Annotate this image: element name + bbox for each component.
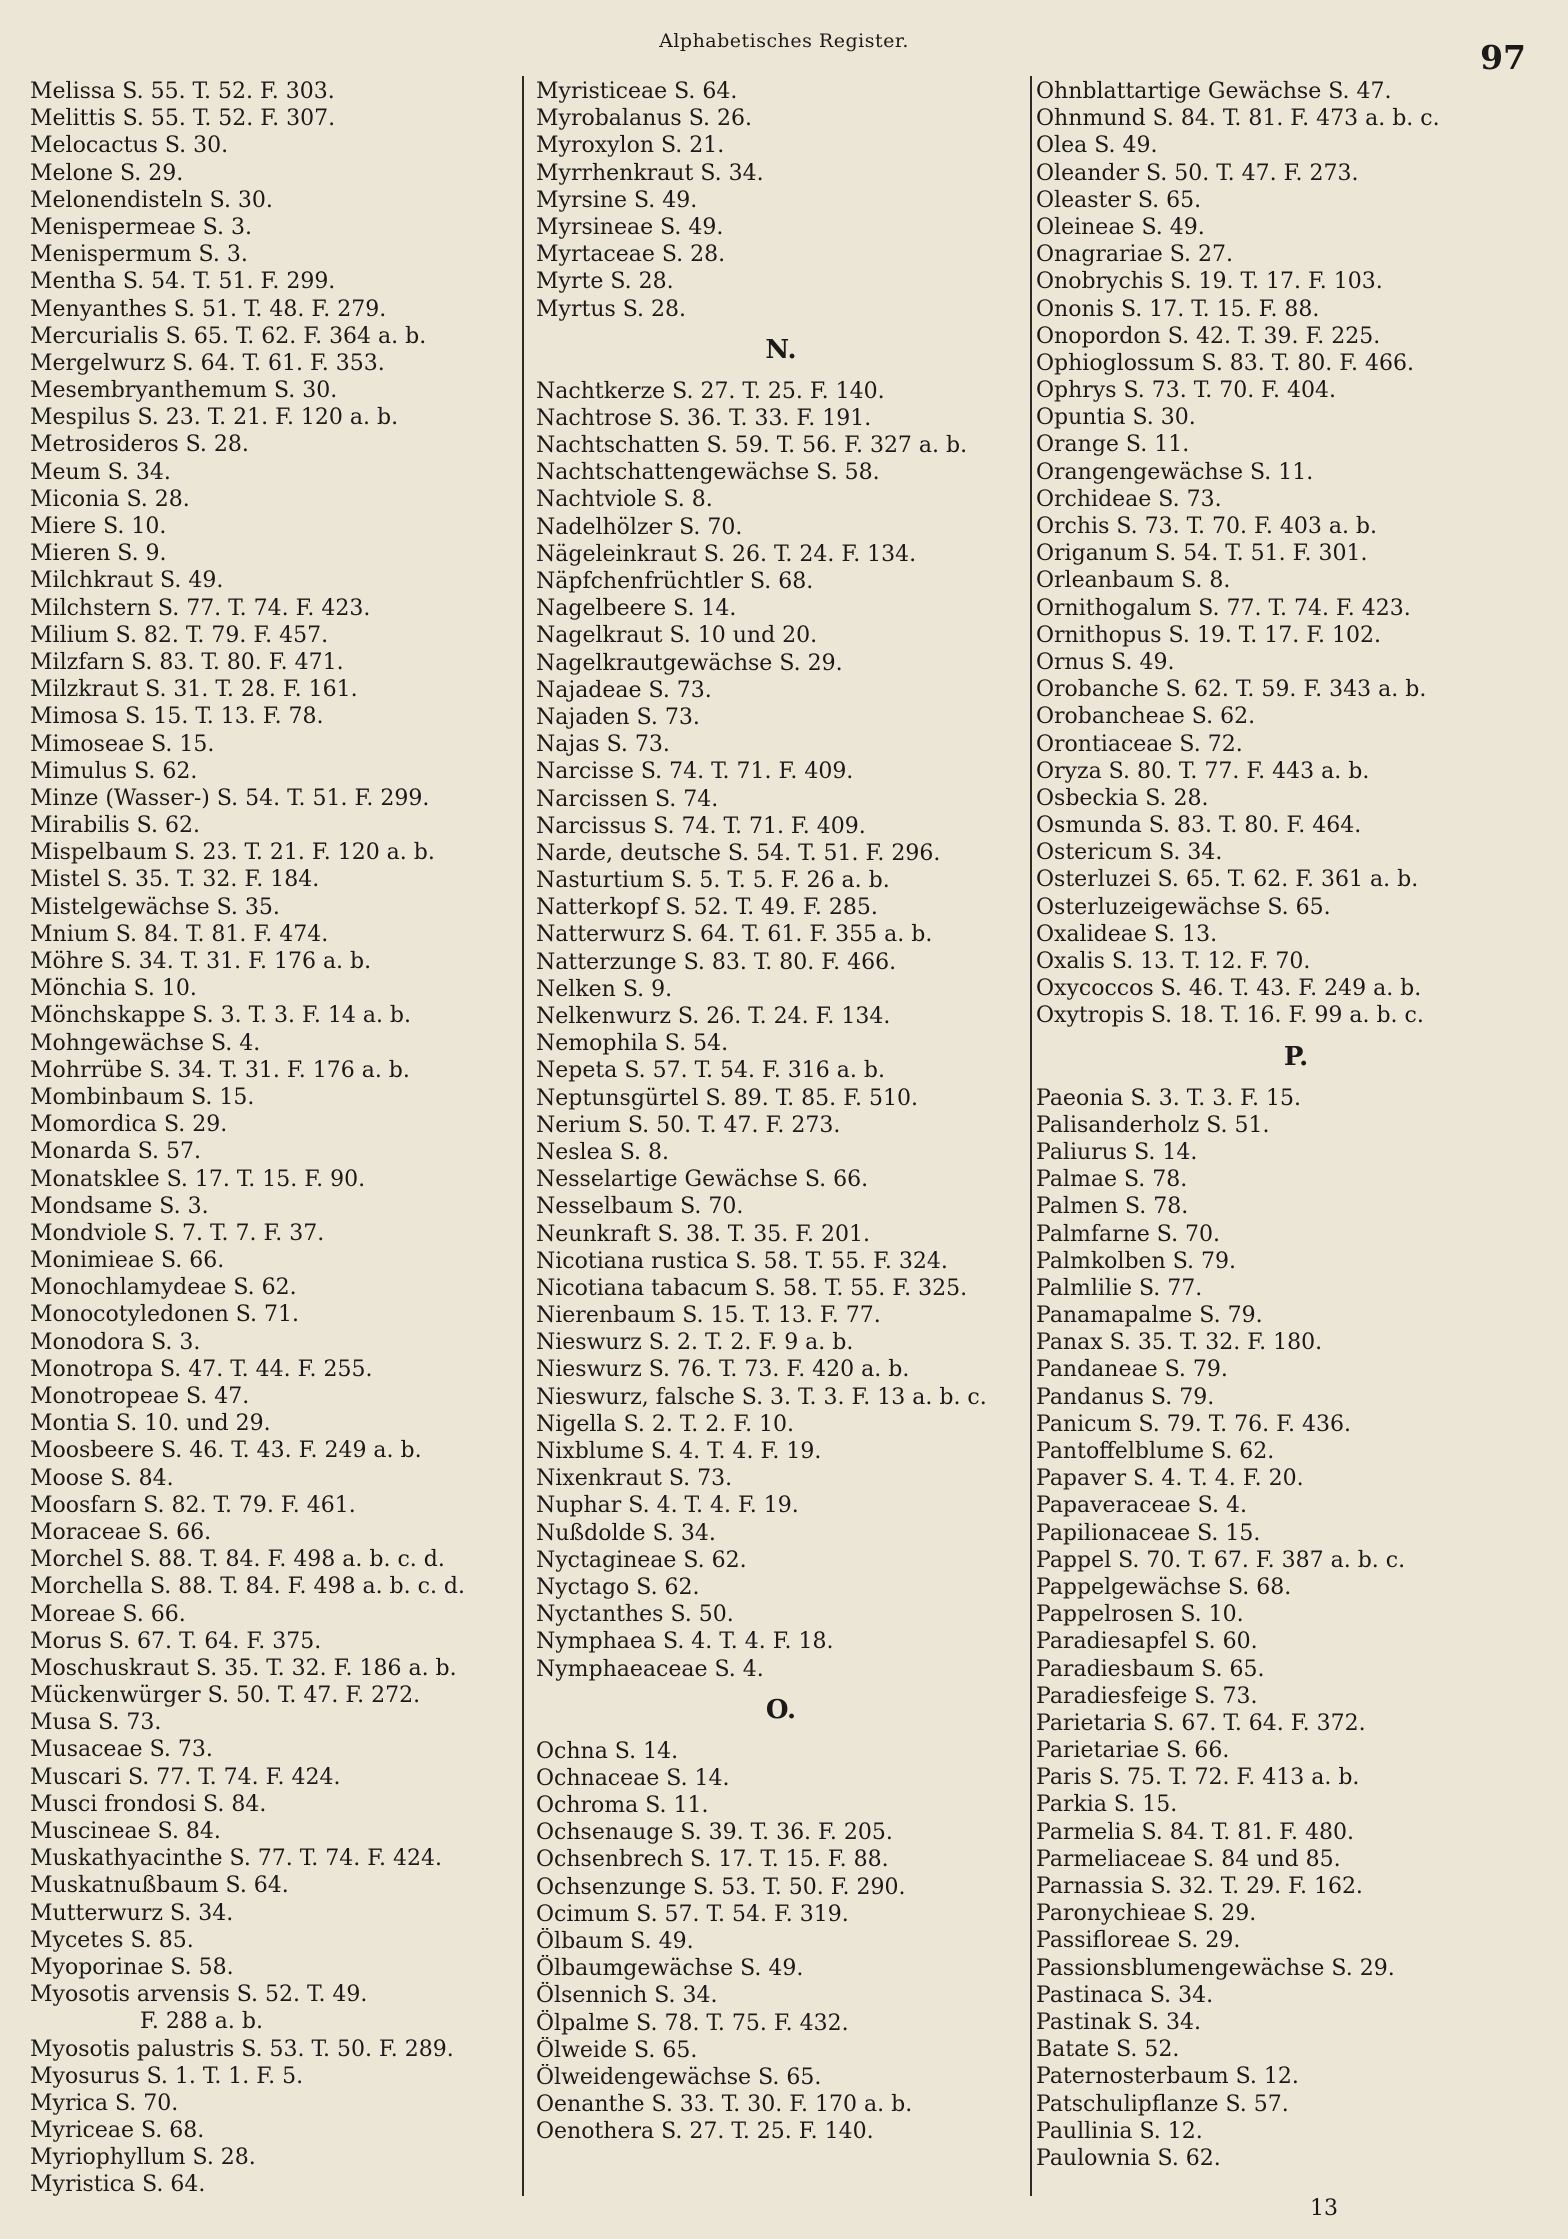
index-entry: Musa S. 73. [30,1710,162,1736]
index-entry: Nadelhölzer S. 70. [536,514,743,540]
index-entry: Myriceae S. 68. [30,2118,205,2144]
index-entry: Najaden S. 73. [536,704,700,730]
index-entry: Mirabilis S. 62. [30,813,200,839]
index-entry: Onobrychis S. 19. T. 17. F. 103. [1036,269,1383,295]
index-column-2 [536,78,1026,2146]
index-entry: Meum S. 34. [30,459,171,485]
index-entry: Palmkolben S. 79. [1036,1248,1236,1274]
index-entry: Ölweide S. 65. [536,2037,698,2063]
index-entry: Myrica S. 70. [30,2090,179,2116]
index-entry: Mispelbaum S. 23. T. 21. F. 120 a. b. [30,840,435,866]
index-entry: Myosotis palustris S. 53. T. 50. F. 289. [30,2036,454,2062]
index-entry: Palmfarne S. 70. [1036,1221,1221,1247]
index-entry: Natterwurz S. 64. T. 61. F. 355 a. b. [536,922,933,948]
index-entry: Parietaria S. 67. T. 64. F. 372. [1036,1710,1366,1736]
index-entry: Palmlilie S. 77. [1036,1275,1203,1301]
index-entry: Oleaster S. 65. [1036,187,1202,213]
index-entry: Myriophyllum S. 28. [30,2145,256,2171]
index-entry: Pastinaca S. 34. [1036,1982,1214,2008]
index-entry: Morus S. 67. T. 64. F. 375. [30,1628,322,1654]
index-entry: Papaver S. 4. T. 4. F. 20. [1036,1466,1304,1492]
index-entry: Monotropa S. 47. T. 44. F. 255. [30,1356,373,1382]
index-entry: Pappel S. 70. T. 67. F. 387 a. b. c. [1036,1547,1406,1573]
index-entry: Ornus S. 49. [1036,649,1175,675]
index-entry: Myosotis arvensis S. 52. T. 49. [30,1982,368,2008]
index-entry: Nesselbaum S. 70. [536,1194,744,1220]
index-entry: Näpfchenfrüchtler S. 68. [536,569,814,594]
index-entry: Melissa S. 55. T. 52. F. 303. [30,79,335,104]
index-entry: Nyctagineae S. 62. [536,1547,747,1573]
index-entry: Ophioglossum S. 83. T. 80. F. 466. [1036,350,1415,376]
index-entry: Mentha S. 54. T. 51. F. 299. [30,269,336,295]
index-entry: Narcissen S. 74. [536,786,719,812]
index-entry: Momordica S. 29. [30,1112,228,1138]
index-entry: Orontiaceae S. 72. [1036,731,1243,757]
index-entry: Monodora S. 3. [30,1329,201,1355]
index-entry: Mergelwurz S. 64. T. 61. F. 353. [30,350,385,376]
index-entry: Parmeliaceae S. 84 und 85. [1036,1846,1341,1872]
index-entry: Oxalideae S. 13. [1036,921,1218,947]
index-entry: F. 288 a. b. [140,2009,263,2035]
index-entry: Oenanthe S. 33. T. 30. F. 170 a. b. [536,2092,913,2118]
index-entry: Parmelia S. 84. T. 81. F. 480. [1036,1819,1354,1845]
index-entry: Morchel S. 88. T. 84. F. 498 a. b. c. d. [30,1547,445,1573]
index-entry: Onagrariae S. 27. [1036,242,1233,268]
index-entry: Neunkraft S. 38. T. 35. F. 201. [536,1221,871,1247]
index-entry: Ölbaumgewächse S. 49. [536,1956,804,1982]
index-entry: Nixenkraut S. 73. [536,1466,733,1492]
index-entry: Moreae S. 66. [30,1601,186,1627]
index-entry: Ornithopus S. 19. T. 17. F. 102. [1036,622,1382,648]
index-entry: Muskathyacinthe S. 77. T. 74. F. 424. [30,1846,443,1872]
index-entry: Nerium S. 50. T. 47. F. 273. [536,1112,841,1138]
index-entry: Narde, deutsche S. 54. T. 51. F. 296. [536,840,941,866]
index-entry: Myrte S. 28. [536,269,674,295]
index-entry: Mombinbaum S. 15. [30,1084,255,1110]
index-entry: Nigella S. 2. T. 2. F. 10. [536,1411,795,1437]
index-entry: Miconia S. 28. [30,486,190,512]
index-entry: Moschuskraut S. 35. T. 32. F. 186 a. b. [30,1655,457,1681]
index-entry: Melonendisteln S. 30. [30,187,273,213]
index-entry: Nicotiana rustica S. 58. T. 55. F. 324. [536,1248,948,1274]
index-entry: Paronychieae S. 29. [1036,1901,1257,1927]
index-entry: Mycetes S. 85. [30,1927,194,1953]
index-entry: Oryza S. 80. T. 77. F. 443 a. b. [1036,758,1370,784]
index-entry: Osbeckia S. 28. [1036,785,1209,811]
index-entry: Pantoffelblume S. 62. [1036,1439,1275,1464]
index-entry: Natterzunge S. 83. T. 80. F. 466. [536,949,897,975]
index-entry: Nesselartige Gewächse S. 66. [536,1167,869,1193]
index-entry: Paradiesfeige S. 73. [1036,1683,1258,1709]
index-entry: Myristica S. 64. [30,2172,206,2198]
index-entry: Paternosterbaum S. 12. [1036,2064,1299,2090]
index-entry: Origanum S. 54. T. 51. F. 301. [1036,541,1368,567]
index-entry: Ochna S. 14. [536,1738,679,1764]
index-entry: Osterluzei S. 65. T. 62. F. 361 a. b. [1036,867,1419,893]
index-entry: Papaveraceae S. 4. [1036,1493,1247,1519]
index-entry: Mohngewächse S. 4. [30,1030,261,1056]
index-entry: Natterkopf S. 52. T. 49. F. 285. [536,895,878,921]
index-entry: Ohnmund S. 84. T. 81. F. 473 a. b. c. [1036,106,1440,132]
index-entry: Onopordon S. 42. T. 39. F. 225. [1036,323,1381,349]
index-entry: Melone S. 29. [30,160,184,186]
index-entry: Muscari S. 77. T. 74. F. 424. [30,1764,341,1790]
page-number: 97 [1480,38,1526,77]
index-column-3 [1036,78,1556,2172]
index-entry: Nachtviole S. 8. [536,487,713,513]
index-entry: Nixblume S. 4. T. 4. F. 19. [536,1439,822,1464]
index-entry: Paullinia S. 12. [1036,2118,1203,2144]
index-entry: Möhre S. 34. T. 31. F. 176 a. b. [30,949,372,974]
index-entry: Ochroma S. 11. [536,1793,709,1819]
index-entry: Nachtrose S. 36. T. 33. F. 191. [536,405,872,431]
index-entry: Ochsenzunge S. 53. T. 50. F. 290. [536,1874,906,1900]
index-entry: Nachtschatten S. 59. T. 56. F. 327 a. b. [536,433,968,459]
index-entry: Ochsenbrech S. 17. T. 15. F. 88. [536,1847,889,1873]
index-entry: Mönchskappe S. 3. T. 3. F. 14 a. b. [30,1003,412,1029]
index-entry: Myoporinae S. 58. [30,1954,234,1980]
index-entry: Nieswurz S. 2. T. 2. F. 9 a. b. [536,1330,854,1356]
index-entry: Ornithogalum S. 77. T. 74. F. 423. [1036,595,1411,621]
index-entry: Olea S. 49. [1036,133,1158,159]
index-entry: Nemophila S. 54. [536,1031,729,1057]
index-entry: Papilionaceae S. 15. [1036,1520,1261,1546]
index-entry: Ononis S. 17. T. 15. F. 88. [1036,296,1320,322]
index-entry: Osmunda S. 83. T. 80. F. 464. [1036,813,1362,839]
index-entry: Milzkraut S. 31. T. 28. F. 161. [30,677,358,703]
index-entry: Menispermeae S. 3. [30,214,252,240]
index-entry: Oxycoccos S. 46. T. 43. F. 249 a. b. [1036,976,1422,1002]
index-entry: Panax S. 35. T. 32. F. 180. [1036,1330,1323,1356]
index-entry: Nicotiana tabacum S. 58. T. 55. F. 325. [536,1275,968,1301]
index-entry: Oleineae S. 49. [1036,214,1205,240]
index-entry: Mistel S. 35. T. 32. F. 184. [30,867,320,893]
index-entry: Nelken S. 9. [536,976,673,1002]
index-entry: Muscineae S. 84. [30,1819,221,1844]
index-entry: Mnium S. 84. T. 81. F. 474. [30,921,329,947]
index-entry: Myrtus S. 28. [536,296,687,322]
index-entry: Monimieae S. 66. [30,1248,225,1274]
index-entry: Mutterwurz S. 34. [30,1900,234,1926]
index-entry: Mohrrübe S. 34. T. 31. F. 176 a. b. [30,1057,410,1083]
index-entry: Parkia S. 15. [1036,1792,1178,1818]
signature-mark: 13 [1310,2196,1338,2221]
index-entry: Ostericum S. 34. [1036,840,1223,866]
index-entry: Najadeae S. 73. [536,677,712,703]
index-entry: Myrrhenkraut S. 34. [536,160,764,186]
index-entry: Mimoseae S. 15. [30,731,215,757]
index-entry: Nieswurz, falsche S. 3. T. 3. F. 13 a. b. c. [536,1384,987,1410]
index-entry: Monocotyledonen S. 71. [30,1302,300,1328]
index-entry: Paeonia S. 3. T. 3. F. 15. [1036,1085,1301,1111]
index-entry: Morchella S. 88. T. 84. F. 498 a. b. c. d. [30,1574,466,1600]
index-entry: Oxalis S. 13. T. 12. F. 70. [1036,949,1311,974]
index-entry: Osterluzeigewächse S. 65. [1036,894,1331,920]
index-entry: Nasturtium S. 5. T. 5. F. 26 a. b. [536,868,890,894]
index-entry: Nachtschattengewächse S. 58. [536,460,880,486]
index-entry: Milium S. 82. T. 79. F. 457. [30,622,329,648]
index-entry: Orangengewächse S. 11. [1036,459,1314,485]
index-entry: Moosfarn S. 82. T. 79. F. 461. [30,1492,356,1518]
index-entry: Batate S. 52. [1036,2037,1180,2063]
index-entry: Nelkenwurz S. 26. T. 24. F. 134. [536,1004,891,1029]
index-entry: Menispermum S. 3. [30,242,248,268]
index-entry: Moosbeere S. 46. T. 43. F. 249 a. b. [30,1438,422,1464]
index-entry: Narcissus S. 74. T. 71. F. 409. [536,813,866,839]
index-entry: Monatsklee S. 17. T. 15. F. 90. [30,1166,366,1192]
index-entry: Nuphar S. 4. T. 4. F. 19. [536,1493,799,1519]
index-entry: Ochsenauge S. 39. T. 36. F. 205. [536,1820,893,1846]
index-entry: Orleanbaum S. 8. [1036,568,1231,594]
index-entry: Musci frondosi S. 84. [30,1791,267,1817]
index-entry: Narcisse S. 74. T. 71. F. 409. [536,759,854,785]
index-entry: Ölpalme S. 78. T. 75. F. 432. [536,2010,849,2036]
index-entry: Paliurus S. 14. [1036,1139,1198,1165]
index-entry: Panicum S. 79. T. 76. F. 436. [1036,1411,1351,1437]
index-entry: Nußdolde S. 34. [536,1520,716,1546]
index-entry: Metrosideros S. 28. [30,432,249,458]
index-entry: Ocimum S. 57. T. 54. F. 319. [536,1901,849,1927]
index-entry: Nymphaeaceae S. 4. [536,1656,764,1682]
index-entry: Mimulus S. 62. [30,758,198,784]
index-entry: Mimosa S. 15. T. 13. F. 78. [30,704,324,730]
index-entry: Oxytropis S. 18. T. 16. F. 99 a. b. c. [1036,1003,1424,1029]
index-entry: Pandanus S. 79. [1036,1384,1215,1410]
index-entry: Myristiceae S. 64. [536,79,738,104]
index-entry: Mondviole S. 7. T. 7. F. 37. [30,1220,325,1246]
index-entry: Palisanderholz S. 51. [1036,1112,1270,1138]
index-entry: Myrsineae S. 49. [536,214,724,240]
index-entry: Milchkraut S. 49. [30,568,224,594]
index-entry: Paulownia S. 62. [1036,2145,1221,2171]
index-entry: Mercurialis S. 65. T. 62. F. 364 a. b. [30,323,427,349]
index-entry: Menyanthes S. 51. T. 48. F. 279. [30,296,387,322]
index-entry: Ochnaceae S. 14. [536,1765,730,1791]
index-entry: Nagelbeere S. 14. [536,596,737,622]
index-entry: Melittis S. 55. T. 52. F. 307. [30,106,336,132]
index-entry: Patschulipflanze S. 57. [1036,2091,1289,2117]
index-entry: Milchstern S. 77. T. 74. F. 423. [30,595,371,621]
index-entry: Paris S. 75. T. 72. F. 413 a. b. [1036,1765,1360,1791]
index-entry: Myrsine S. 49. [536,187,698,213]
index-entry: Panamapalme S. 79. [1036,1303,1263,1329]
index-column-1 [30,78,516,2199]
index-entry: Orchideae S. 73. [1036,486,1222,512]
index-entry: Myroxylon S. 21. [536,133,725,159]
index-entry: Oenothera S. 27. T. 25. F. 140. [536,2119,874,2145]
index-entry: Passifloreae S. 29. [1036,1928,1241,1954]
index-entry: Minze (Wasser-) S. 54. T. 51. F. 299. [30,785,430,811]
index-entry: Nieswurz S. 76. T. 73. F. 420 a. b. [536,1357,910,1383]
index-entry: Mieren S. 9. [30,541,167,567]
index-entry: Ölsennich S. 34. [536,1983,718,2009]
index-entry: Nägeleinkraut S. 26. T. 24. F. 134. [536,541,917,567]
index-entry: Pastinak S. 34. [1036,2009,1201,2035]
index-entry: Ophrys S. 73. T. 70. F. 404. [1036,378,1336,404]
index-entry: Monarda S. 57. [30,1139,202,1165]
index-entry: Mondsame S. 3. [30,1193,209,1219]
index-entry: Mistelgewächse S. 35. [30,894,280,920]
index-entry: Muskatnußbaum S. 64. [30,1873,289,1899]
index-entry: Musaceae S. 73. [30,1737,213,1763]
index-entry: Moose S. 84. [30,1465,174,1491]
index-entry: Nagelkraut S. 10 und 20. [536,623,818,649]
index-entry: Nepeta S. 57. T. 54. F. 316 a. b. [536,1058,885,1084]
index-entry: Myrtaceae S. 28. [536,242,726,268]
index-entry: Mesembryanthemum S. 30. [30,378,338,404]
section-letter: O. [765,1694,797,1725]
index-entry: Monochlamydeae S. 62. [30,1275,297,1301]
index-entry: Pappelrosen S. 10. [1036,1602,1244,1628]
page-header: Alphabetisches Register. [659,30,909,52]
index-entry: Parietariae S. 66. [1036,1738,1230,1764]
column-divider [522,76,524,2196]
index-entry: Palmen S. 78. [1036,1194,1189,1220]
index-entry: Opuntia S. 30. [1036,405,1196,431]
index-entry: Ölweidengewächse S. 65. [536,2064,822,2090]
index-entry: Pappelgewächse S. 68. [1036,1574,1292,1600]
index-entry: Orange S. 11. [1036,432,1190,458]
index-entry: Palmae S. 78. [1036,1167,1188,1193]
index-entry: Nyctago S. 62. [536,1574,700,1600]
index-entry: Nagelkrautgewächse S. 29. [536,650,843,676]
index-entry: Passionsblumengewächse S. 29. [1036,1955,1395,1981]
index-entry: Myosurus S. 1. T. 1. F. 5. [30,2063,304,2089]
index-entry: Mönchia S. 10. [30,976,197,1002]
index-entry: Nierenbaum S. 15. T. 13. F. 77. [536,1303,881,1329]
section-letter: N. [765,334,797,365]
index-entry: Mückenwürger S. 50. T. 47. F. 272. [30,1683,421,1709]
index-entry: Mespilus S. 23. T. 21. F. 120 a. b. [30,405,399,431]
index-entry: Monotropeae S. 47. [30,1384,250,1409]
index-entry: Neptunsgürtel S. 89. T. 85. F. 510. [536,1085,918,1111]
column-divider [1030,76,1032,2196]
index-entry: Ohnblattartige Gewächse S. 47. [1036,79,1392,104]
index-entry: Myrobalanus S. 26. [536,106,752,132]
index-entry: Oleander S. 50. T. 47. F. 273. [1036,160,1359,186]
index-entry: Parnassia S. 32. T. 29. F. 162. [1036,1874,1363,1899]
index-entry: Pandaneae S. 79. [1036,1357,1228,1383]
index-entry: Paradiesapfel S. 60. [1036,1629,1258,1655]
index-entry: Nymphaea S. 4. T. 4. F. 18. [536,1629,834,1655]
index-entry: Miere S. 10. [30,514,167,539]
index-entry: Ölbaum S. 49. [536,1929,694,1954]
index-entry: Moraceae S. 66. [30,1519,212,1545]
index-entry: Milzfarn S. 83. T. 80. F. 471. [30,649,344,675]
index-entry: Nachtkerze S. 27. T. 25. F. 140. [536,378,885,404]
index-entry: Montia S. 10. und 29. [30,1411,271,1437]
index-entry: Melocactus S. 30. [30,133,229,159]
index-entry: Orobancheae S. 62. [1036,704,1256,730]
index-entry: Paradiesbaum S. 65. [1036,1656,1265,1682]
index-entry: Nyctanthes S. 50. [536,1602,734,1628]
index-entry: Neslea S. 8. [536,1139,669,1165]
index-entry: Orobanche S. 62. T. 59. F. 343 a. b. [1036,677,1427,703]
index-entry: Orchis S. 73. T. 70. F. 403 a. b. [1036,514,1378,539]
section-letter: P. [1283,1041,1309,1072]
index-entry: Najas S. 73. [536,732,670,758]
